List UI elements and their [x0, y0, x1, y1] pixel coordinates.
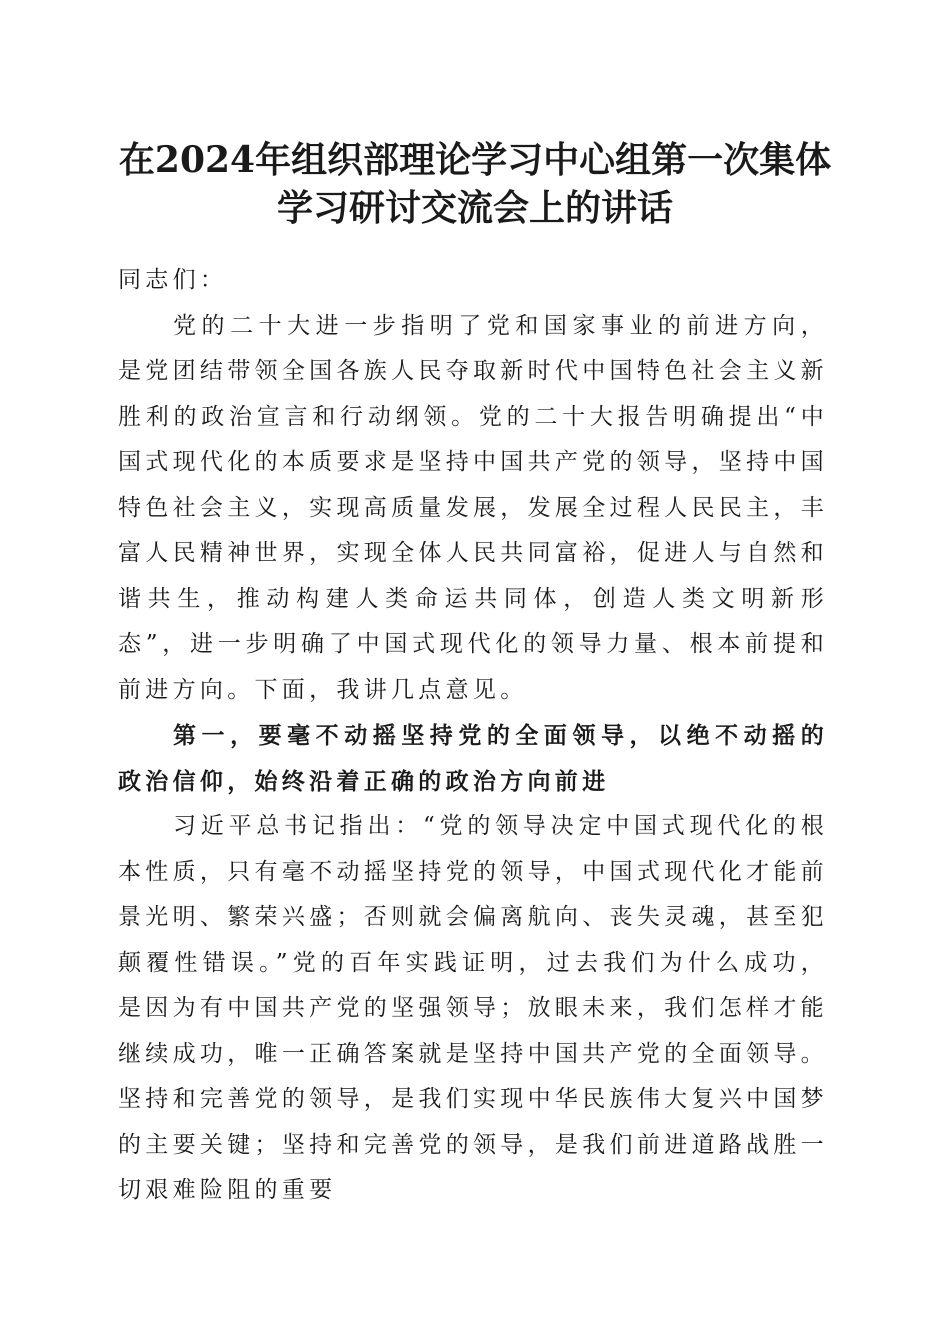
- title-line-1: 在2024年组织部理论学习中心组第一次集体: [118, 139, 832, 181]
- document-title: [100, 136, 850, 232]
- salutation: 同志们：: [118, 267, 228, 293]
- section-1-heading: 第一，要毫不动摇坚持党的全面领导，以绝不动摇的政治信仰，始终沿着正确的政治方向前进: [118, 722, 828, 795]
- section-1-paragraph: 习近平总书记指出：“党的领导决定中国式现代化的根本性质，只有毫不动摇坚持党的领导，中国式现代化才能前景光明、繁荣兴盛；否则就会偏离航向、丧失灵魂，甚至犯颠覆性错误。”党的百年实践证明，过去我们为什么成功，是因为有中国共产党的坚强领导；放眼未来，我们怎样才能继续成功，唯一正确答案就是坚持中国共产党的全面领导。坚持和完善党的领导，是我们实现中华民族伟大复兴中国梦的主要关键；坚持和完善党的领导，是我们前进道路战胜一切艰难险阻的重要: [118, 813, 828, 1203]
- title-line-2: 学习研讨交流会上的讲话: [276, 187, 673, 229]
- document-body: [118, 258, 828, 1214]
- intro-paragraph: 党的二十大进一步指明了党和国家事业的前进方向，是党团结带领全国各族人民夺取新时代中国特色社会主义新胜利的政治宣言和行动纲领。党的二十大报告明确提出“中国式现代化的本质要求是坚持中国共产党的领导，坚持中国特色社会主义，实现高质量发展，发展全过程人民民主，丰富人民精神世界，实现全体人民共同富裕，促进人与自然和谐共生，推动构建人类命运共同体，创造人类文明新形态”，进一步明确了中国式现代化的领导力量、根本前提和前进方向。下面，我讲几点意见。: [118, 312, 828, 703]
